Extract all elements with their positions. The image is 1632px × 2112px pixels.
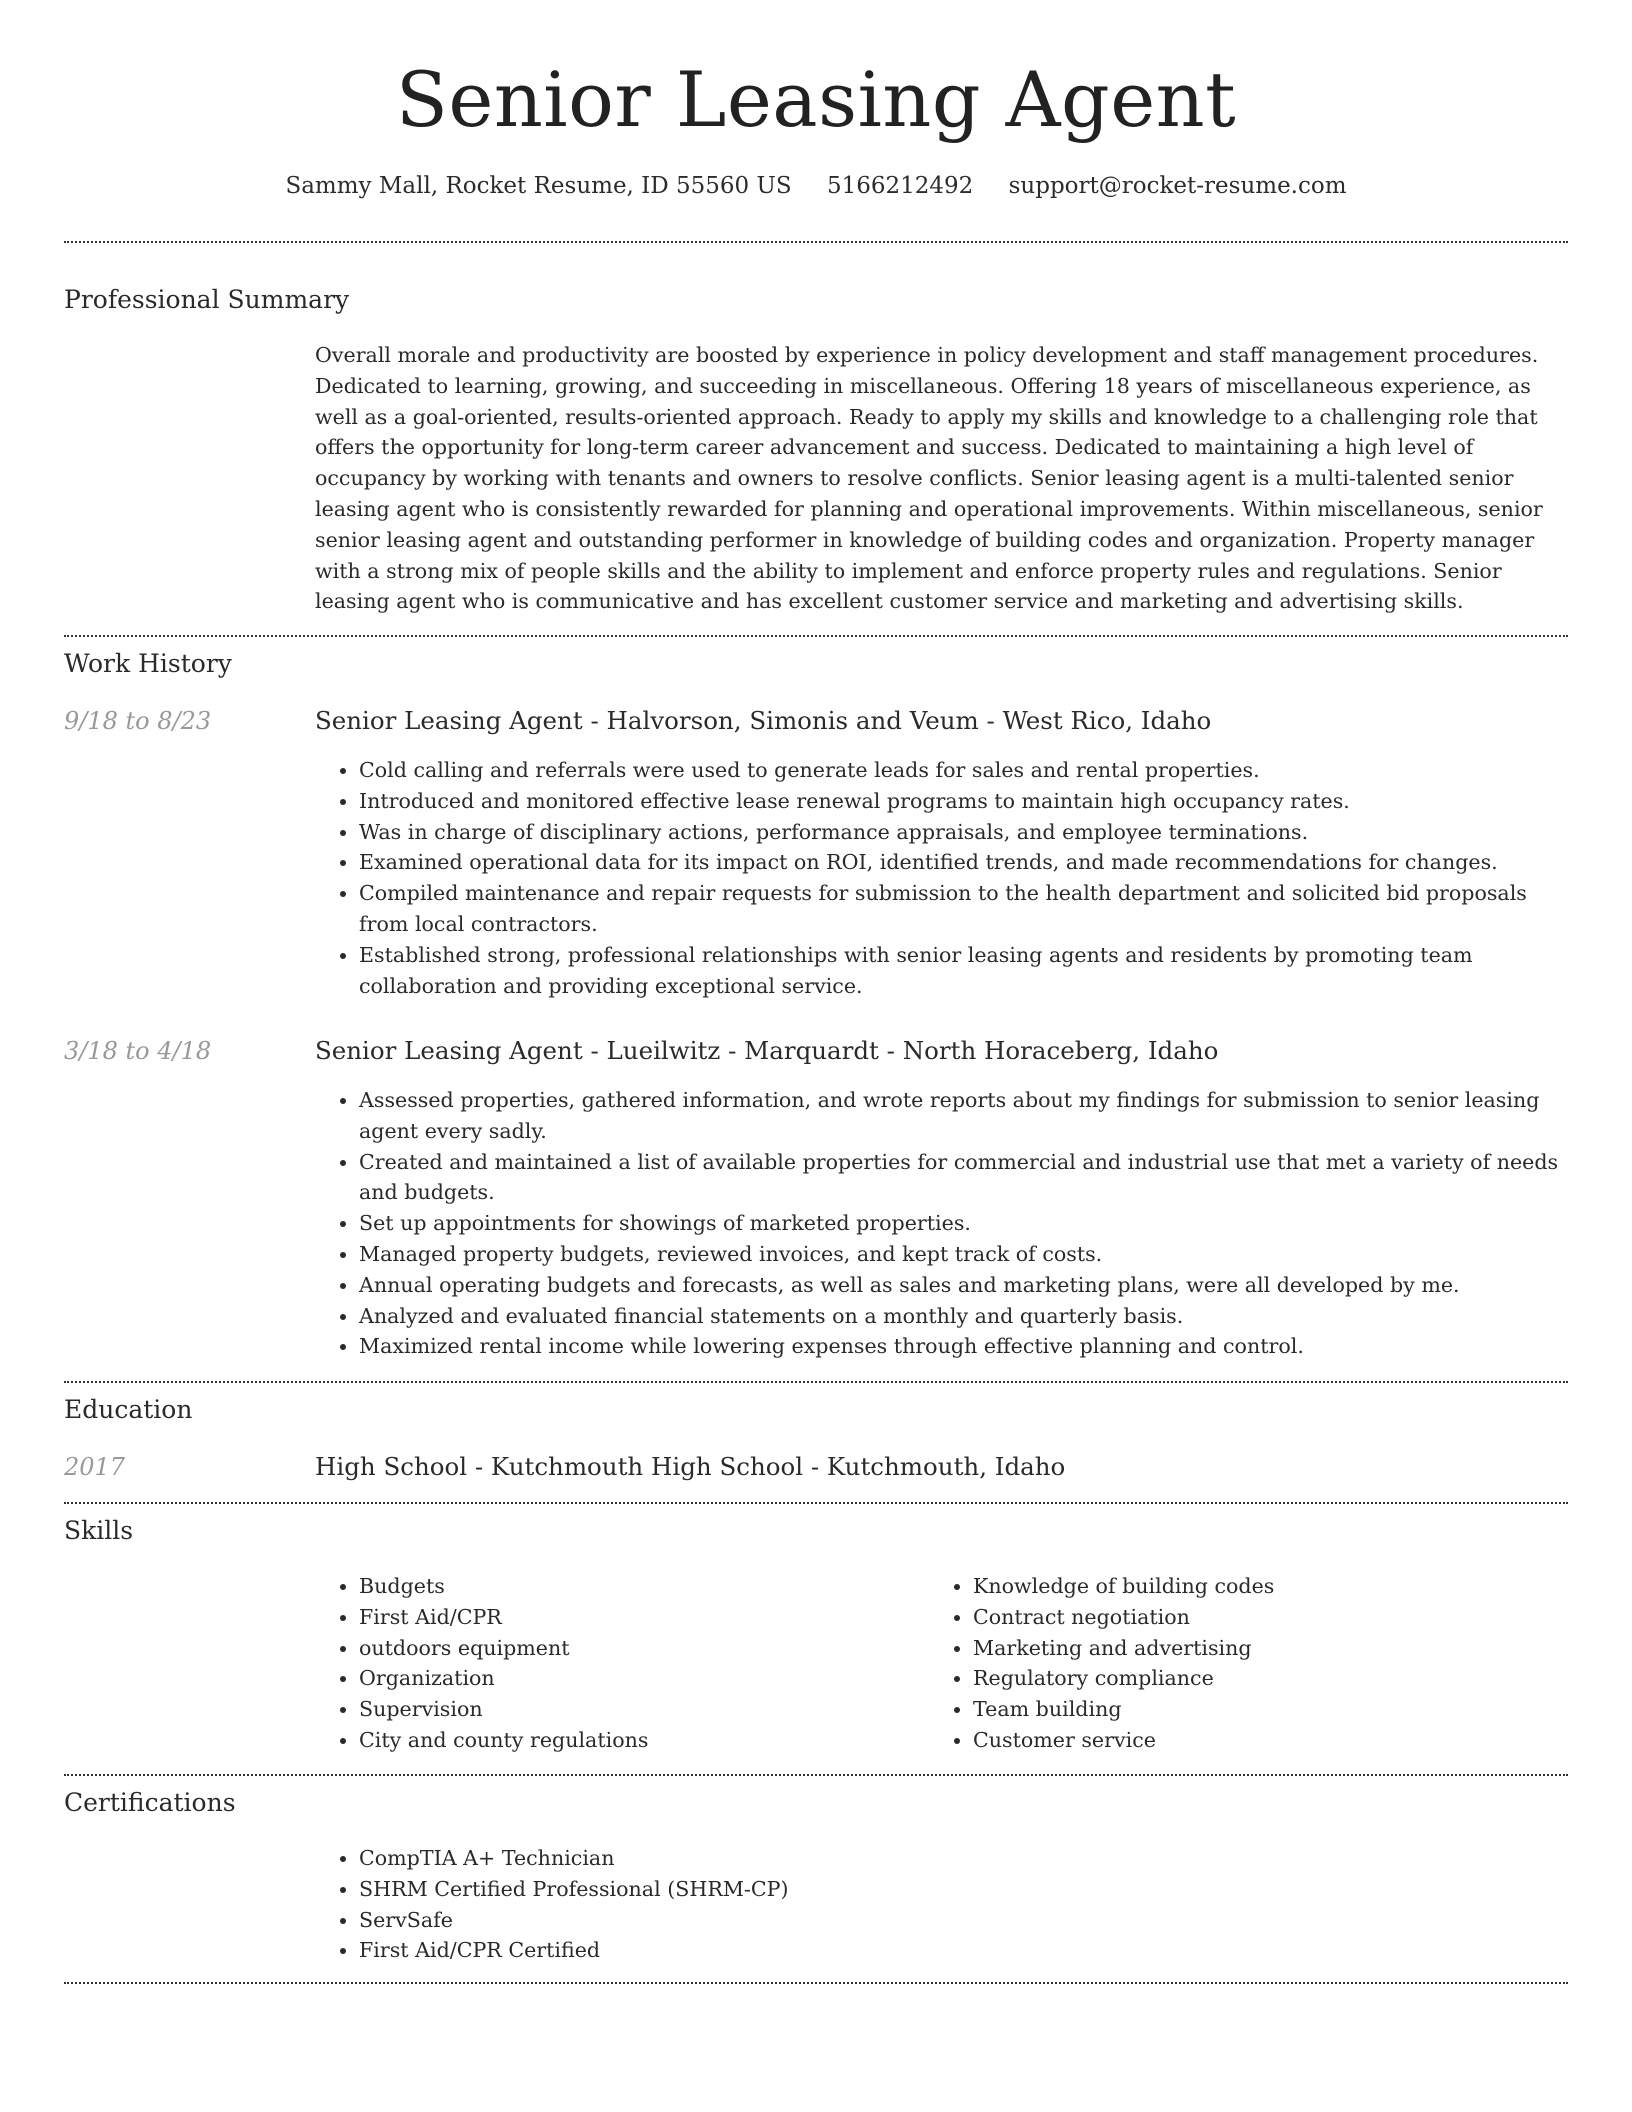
list-item: • Created and maintained a list of available properties for commercial and industrial use that met a variety of needs and budgets. (359, 1147, 1568, 1209)
list-item: • Assessed properties, gathered information, and wrote reports about my findings for submission to senior leasing agent every sadly. (359, 1085, 1568, 1147)
skill-item: • Supervision (359, 1694, 875, 1725)
skills-column-right (929, 1571, 1489, 1756)
section-divider (64, 1381, 1568, 1383)
job-bullets (315, 755, 1568, 1001)
contact-line (64, 170, 1568, 202)
bullet-list (315, 1843, 1568, 1966)
certification-item: • ServSafe (359, 1905, 1568, 1936)
bullet-list (929, 1571, 1489, 1756)
list-item: • Annual operating budgets and forecasts, as well as sales and marketing plans, were all developed by me. (359, 1270, 1568, 1301)
list-item: • Analyzed and evaluated financial statements on a monthly and quarterly basis. (359, 1301, 1568, 1332)
list-item: • Cold calling and referrals were used to generate leads for sales and rental properties. (359, 755, 1568, 786)
skill-item: • Knowledge of building codes (973, 1571, 1489, 1602)
contact-email: support@rocket-resume.com (1008, 173, 1347, 199)
skill-item: • Team building (973, 1694, 1489, 1725)
section-divider (64, 1502, 1568, 1504)
list-item: • Established strong, professional relationships with senior leasing agents and residents by promoting team collaboration and providing exceptional service. (359, 940, 1568, 1002)
certification-item: • SHRM Certified Professional (SHRM-CP) (359, 1874, 1568, 1905)
job-bullets (315, 1085, 1568, 1362)
list-item: • Compiled maintenance and repair requests for submission to the health department and solicited bid proposals from local contractors. (359, 878, 1568, 940)
list-item: • Managed property budgets, reviewed invoices, and kept track of costs. (359, 1239, 1568, 1270)
skill-item: • City and county regulations (359, 1725, 875, 1756)
section-divider (64, 1982, 1568, 1984)
section-divider (64, 635, 1568, 637)
list-item: • Maximized rental income while lowering expenses through effective planning and control. (359, 1331, 1568, 1362)
certification-item: • CompTIA A+ Technician (359, 1843, 1568, 1874)
job-heading: Senior Leasing Agent - Lueilwitz - Marquardt - North Horaceberg, Idaho (315, 1036, 1219, 1065)
education-date: 2017 (64, 1453, 126, 1481)
skills-column-left (315, 1571, 875, 1756)
skill-item: • Budgets (359, 1571, 875, 1602)
job-heading: Senior Leasing Agent - Halvorson, Simonis and Veum - West Rico, Idaho (315, 706, 1212, 735)
skill-item: • outdoors equipment (359, 1633, 875, 1664)
bullet-list (315, 755, 1568, 1001)
section-title-education: Education (64, 1395, 193, 1424)
contact-phone: 5166212492 (826, 173, 974, 199)
skill-item: • Customer service (973, 1725, 1489, 1756)
skill-item: • Regulatory compliance (973, 1663, 1489, 1694)
list-item: • Set up appointments for showings of marketed properties. (359, 1208, 1568, 1239)
list-item: • Was in charge of disciplinary actions, performance appraisals, and employee terminations. (359, 817, 1568, 848)
bullet-list (315, 1085, 1568, 1362)
skill-item: • Contract negotiation (973, 1602, 1489, 1633)
job-dates: 9/18 to 8/23 (64, 707, 212, 735)
bullet-list (315, 1571, 875, 1756)
job-dates: 3/18 to 4/18 (64, 1037, 212, 1065)
skill-item: • First Aid/CPR (359, 1602, 875, 1633)
list-item: • Introduced and monitored effective lease renewal programs to maintain high occupancy rates. (359, 786, 1568, 817)
section-title-work: Work History (64, 649, 232, 678)
summary-text: Overall morale and productivity are boosted by experience in policy development and staff management procedures. Dedicated to learning, growing, and succeeding in miscellaneous. Offering 18 years of miscellaneous experience, as well as a goal-oriented, results-oriented approach. Ready to apply my skills and knowledge to a challenging role that offers the opportunity for long-term career advancement and success. Dedicated to maintaining a high level of occupancy by working with tenants and owners to resolve conflicts. Senior leasing agent is a multi-talented senior leasing agent who is consistently rewarded for planning and operational improvements. Within miscellaneous, senior senior leasing agent and outstanding performer in knowledge of building codes and organization. Property manager with a strong mix of people skills and the ability to implement and enforce property rules and regulations. Senior leasing agent who is communicative and has excellent customer service and marketing and advertising skills. (315, 343, 1543, 614)
resume-title: Senior Leasing Agent (395, 55, 1237, 144)
skill-item: • Organization (359, 1663, 875, 1694)
education-heading: High School - Kutchmouth High School - Kutchmouth, Idaho (315, 1452, 1066, 1481)
summary-block (315, 340, 1568, 617)
certifications-block (315, 1843, 1568, 1966)
section-divider (64, 1774, 1568, 1776)
section-divider (64, 241, 1568, 243)
list-item: • Examined operational data for its impact on ROI, identified trends, and made recommendations for changes. (359, 847, 1568, 878)
contact-address: Sammy Mall, Rocket Resume, ID 55560 US (285, 173, 792, 199)
section-title-certifications: Certifications (64, 1788, 236, 1817)
section-title-skills: Skills (64, 1516, 134, 1545)
certification-item: • First Aid/CPR Certified (359, 1935, 1568, 1966)
skill-item: • Marketing and advertising (973, 1633, 1489, 1664)
section-title-summary: Professional Summary (64, 285, 350, 314)
